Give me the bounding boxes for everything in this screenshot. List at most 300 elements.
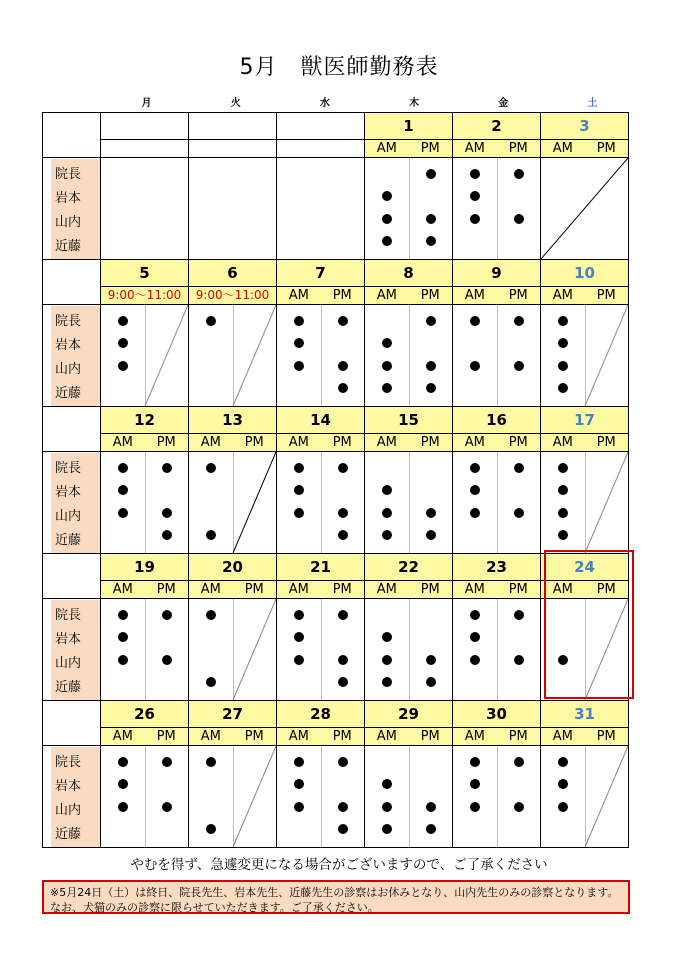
date-number: 5: [139, 264, 150, 282]
date-cell: [541, 701, 629, 728]
date-cell: [101, 260, 189, 287]
doctor-name: 山内: [55, 508, 82, 524]
on-duty-dot: [118, 508, 128, 518]
on-duty-dot: [294, 508, 304, 518]
am-label: AM: [376, 435, 397, 450]
date-cell: [101, 113, 189, 140]
on-duty-dot: [470, 361, 480, 371]
date-number: 30: [486, 705, 507, 723]
session-divider: [409, 305, 410, 406]
date-number: 17: [574, 411, 595, 429]
pm-label: PM: [596, 288, 616, 303]
doctor-name: 山内: [55, 214, 82, 230]
on-duty-dot: [558, 508, 568, 518]
date-cell: [189, 554, 277, 581]
am-label: AM: [552, 582, 573, 597]
session-header: [453, 140, 541, 158]
pm-label: PM: [508, 729, 528, 744]
on-duty-dot: [514, 757, 524, 767]
on-duty-dot: [206, 610, 216, 620]
closed-pm-slash: [541, 305, 628, 406]
on-duty-dot: [426, 361, 436, 371]
session-divider: [497, 158, 498, 259]
doctor-name: 近藤: [55, 826, 82, 842]
am-label: AM: [112, 729, 133, 744]
label-spacer: [43, 554, 101, 599]
date-number: 9: [491, 264, 502, 282]
session-divider: [497, 452, 498, 553]
on-duty-dot: [514, 463, 524, 473]
on-duty-dot: [162, 463, 172, 473]
session-header: [541, 140, 629, 158]
weekday-5: 土: [587, 98, 598, 109]
on-duty-dot: [382, 191, 392, 201]
session-divider: [145, 599, 146, 700]
schedule-cell: [189, 305, 277, 407]
session-divider: [321, 599, 322, 700]
session-header: [101, 434, 189, 452]
date-cell: [541, 113, 629, 140]
am-label: AM: [464, 435, 485, 450]
on-duty-dot: [338, 383, 348, 393]
pm-label: PM: [420, 141, 440, 156]
on-duty-dot: [382, 802, 392, 812]
schedule-cell: [541, 305, 629, 407]
date-cell: [277, 113, 365, 140]
on-duty-dot: [558, 361, 568, 371]
pm-label: PM: [244, 435, 264, 450]
schedule-cell: [101, 452, 189, 554]
session-header: [453, 287, 541, 305]
on-duty-dot: [338, 316, 348, 326]
on-duty-dot: [382, 655, 392, 665]
on-duty-dot: [382, 383, 392, 393]
on-duty-dot: [294, 610, 304, 620]
on-duty-dot: [206, 316, 216, 326]
session-header: [189, 140, 277, 158]
date-cell: [277, 260, 365, 287]
doctor-labels: [43, 305, 101, 407]
on-duty-dot: [470, 191, 480, 201]
session-divider: [409, 452, 410, 553]
on-duty-dot: [470, 610, 480, 620]
date-number: 2: [491, 117, 502, 135]
schedule-cell: [541, 158, 629, 260]
on-duty-dot: [162, 655, 172, 665]
label-spacer: [43, 407, 101, 452]
date-cell: [453, 701, 541, 728]
date-cell: [101, 701, 189, 728]
on-duty-dot: [118, 757, 128, 767]
on-duty-dot: [470, 463, 480, 473]
am-label: AM: [464, 288, 485, 303]
date-cell: [365, 260, 453, 287]
pm-label: PM: [596, 141, 616, 156]
schedule-cell: [189, 452, 277, 554]
pm-label: PM: [156, 729, 176, 744]
date-number: 27: [222, 705, 243, 723]
highlight-day-box: [544, 550, 634, 699]
doctor-labels: [43, 452, 101, 554]
on-duty-dot: [558, 463, 568, 473]
on-duty-dot: [426, 824, 436, 834]
doctor-name: 院長: [55, 607, 82, 623]
date-cell: [541, 260, 629, 287]
doctor-name: 近藤: [55, 532, 82, 548]
session-divider: [321, 746, 322, 847]
pm-label: PM: [156, 435, 176, 450]
on-duty-dot: [294, 632, 304, 642]
on-duty-dot: [338, 757, 348, 767]
schedule-cell: [365, 158, 453, 260]
on-duty-dot: [382, 236, 392, 246]
on-duty-dot: [558, 757, 568, 767]
schedule-cell: [365, 599, 453, 701]
pm-label: PM: [332, 729, 352, 744]
on-duty-dot: [162, 508, 172, 518]
closed-day-slash: [541, 158, 628, 259]
date-number: 22: [398, 558, 419, 576]
on-duty-dot: [382, 824, 392, 834]
on-duty-dot: [294, 338, 304, 348]
on-duty-dot: [470, 757, 480, 767]
date-cell: [189, 701, 277, 728]
am-label: AM: [112, 582, 133, 597]
on-duty-dot: [382, 338, 392, 348]
on-duty-dot: [338, 655, 348, 665]
special-hours: 9:00～11:00: [195, 288, 270, 302]
date-cell: [541, 407, 629, 434]
date-cell: [365, 554, 453, 581]
on-duty-dot: [338, 610, 348, 620]
date-number: 10: [574, 264, 595, 282]
on-duty-dot: [382, 214, 392, 224]
on-duty-dot: [382, 530, 392, 540]
schedule-cell: [277, 158, 365, 260]
date-number: 16: [486, 411, 507, 429]
special-notice-box: [42, 880, 630, 914]
schedule-cell: [541, 746, 629, 848]
am-label: AM: [288, 729, 309, 744]
pm-label: PM: [332, 582, 352, 597]
closed-pm-slash: [101, 305, 188, 406]
on-duty-dot: [118, 610, 128, 620]
date-cell: [101, 407, 189, 434]
schedule-cell: [101, 305, 189, 407]
date-cell: [365, 701, 453, 728]
pm-label: PM: [508, 288, 528, 303]
session-header: [189, 728, 277, 746]
closed-pm-slash: [189, 746, 276, 847]
pm-label: PM: [596, 729, 616, 744]
session-header: [101, 140, 189, 158]
date-cell: [189, 407, 277, 434]
date-cell: [189, 113, 277, 140]
on-duty-dot: [426, 169, 436, 179]
schedule-table: [42, 112, 629, 848]
on-duty-dot: [426, 655, 436, 665]
on-duty-dot: [206, 757, 216, 767]
am-label: AM: [376, 729, 397, 744]
date-number: 3: [579, 117, 590, 135]
date-cell: [101, 554, 189, 581]
doctor-name: 岩本: [55, 190, 82, 206]
doctor-name: 岩本: [55, 778, 82, 794]
on-duty-dot: [382, 485, 392, 495]
schedule-cell: [365, 305, 453, 407]
session-divider: [321, 452, 322, 553]
schedule-cell: [277, 305, 365, 407]
session-header: [541, 434, 629, 452]
session-divider: [145, 452, 146, 553]
on-duty-dot: [426, 530, 436, 540]
date-number: 19: [134, 558, 155, 576]
date-number: 20: [222, 558, 243, 576]
pm-label: PM: [596, 435, 616, 450]
closed-pm-slash: [189, 452, 276, 553]
on-duty-dot: [162, 530, 172, 540]
closed-pm-slash: [541, 746, 628, 847]
closed-pm-slash: [541, 452, 628, 553]
on-duty-dot: [118, 316, 128, 326]
doctor-name: 岩本: [55, 631, 82, 647]
date-number: 23: [486, 558, 507, 576]
on-duty-dot: [338, 530, 348, 540]
session-header: [277, 140, 365, 158]
special-hours: 9:00～11:00: [107, 288, 182, 302]
date-number: 15: [398, 411, 419, 429]
am-label: AM: [552, 141, 573, 156]
date-number: 21: [310, 558, 331, 576]
on-duty-dot: [470, 214, 480, 224]
closed-pm-slash: [189, 599, 276, 700]
schedule-cell: [189, 158, 277, 260]
session-divider: [409, 158, 410, 259]
on-duty-dot: [426, 508, 436, 518]
on-duty-dot: [470, 508, 480, 518]
session-divider: [497, 599, 498, 700]
pm-label: PM: [332, 435, 352, 450]
date-cell: [365, 113, 453, 140]
on-duty-dot: [162, 802, 172, 812]
doctor-labels: [43, 158, 101, 260]
on-duty-dot: [338, 361, 348, 371]
on-duty-dot: [294, 757, 304, 767]
doctor-name: 近藤: [55, 385, 82, 401]
on-duty-dot: [514, 508, 524, 518]
on-duty-dot: [382, 361, 392, 371]
schedule-cell: [277, 452, 365, 554]
schedule-cell: [453, 305, 541, 407]
doctor-name: 山内: [55, 655, 82, 671]
pm-label: PM: [244, 729, 264, 744]
session-header: [453, 434, 541, 452]
schedule-cell: [101, 599, 189, 701]
pm-label: PM: [420, 435, 440, 450]
date-number: 14: [310, 411, 331, 429]
on-duty-dot: [426, 236, 436, 246]
on-duty-dot: [470, 779, 480, 789]
on-duty-dot: [426, 677, 436, 687]
pm-label: PM: [508, 435, 528, 450]
doctor-name: 院長: [55, 460, 82, 476]
date-number: 7: [315, 264, 326, 282]
session-header: [189, 434, 277, 452]
am-label: AM: [464, 729, 485, 744]
schedule-cell: [453, 452, 541, 554]
weekday-4: 金: [498, 98, 509, 109]
date-cell: [453, 554, 541, 581]
on-duty-dot: [206, 463, 216, 473]
session-header: [189, 287, 277, 305]
am-label: AM: [464, 141, 485, 156]
schedule-cell: [101, 158, 189, 260]
session-header: [365, 434, 453, 452]
pm-label: PM: [420, 729, 440, 744]
on-duty-dot: [470, 802, 480, 812]
am-label: AM: [288, 435, 309, 450]
on-duty-dot: [294, 655, 304, 665]
doctor-labels: [43, 746, 101, 848]
doctor-name: 近藤: [55, 679, 82, 695]
on-duty-dot: [118, 779, 128, 789]
label-spacer: [43, 113, 101, 158]
on-duty-dot: [162, 610, 172, 620]
on-duty-dot: [426, 214, 436, 224]
weekday-1: 火: [230, 98, 241, 109]
on-duty-dot: [294, 802, 304, 812]
pm-label: PM: [508, 582, 528, 597]
on-duty-dot: [294, 485, 304, 495]
date-number: 13: [222, 411, 243, 429]
label-spacer: [43, 260, 101, 305]
closed-pm-slash: [189, 305, 276, 406]
on-duty-dot: [294, 463, 304, 473]
doctor-name: 山内: [55, 802, 82, 818]
date-number: 6: [227, 264, 238, 282]
date-number: 29: [398, 705, 419, 723]
on-duty-dot: [426, 316, 436, 326]
schedule-cell: [453, 599, 541, 701]
pm-label: PM: [420, 288, 440, 303]
session-header: [365, 140, 453, 158]
on-duty-dot: [558, 316, 568, 326]
session-header: [453, 581, 541, 599]
am-label: AM: [376, 141, 397, 156]
on-duty-dot: [382, 632, 392, 642]
label-spacer: [43, 701, 101, 746]
session-divider: [497, 305, 498, 406]
on-duty-dot: [118, 632, 128, 642]
session-divider: [409, 746, 410, 847]
doctor-name: 岩本: [55, 337, 82, 353]
schedule-cell: [189, 599, 277, 701]
on-duty-dot: [338, 824, 348, 834]
session-header: [101, 581, 189, 599]
session-header: [277, 728, 365, 746]
schedule-cell: [365, 452, 453, 554]
session-header: [541, 728, 629, 746]
am-label: AM: [552, 729, 573, 744]
session-header: [453, 728, 541, 746]
on-duty-dot: [470, 632, 480, 642]
date-cell: [453, 260, 541, 287]
schedule-cell: [453, 158, 541, 260]
on-duty-dot: [294, 316, 304, 326]
schedule-cell: [277, 746, 365, 848]
am-label: AM: [200, 435, 221, 450]
session-divider: [497, 746, 498, 847]
session-header: [365, 728, 453, 746]
date-cell: [453, 113, 541, 140]
schedule-cell: [277, 599, 365, 701]
date-number: 1: [403, 117, 414, 135]
on-duty-dot: [470, 485, 480, 495]
on-duty-dot: [338, 463, 348, 473]
doctor-name: 岩本: [55, 484, 82, 500]
schedule-cell: [365, 746, 453, 848]
session-divider: [321, 305, 322, 406]
change-notice: やむを得ず、急遽変更になる場合がございますので、ご了承ください: [130, 857, 548, 873]
am-label: AM: [112, 435, 133, 450]
weekday-3: 木: [409, 98, 420, 109]
on-duty-dot: [514, 655, 524, 665]
doctor-name: 院長: [55, 166, 82, 182]
session-header: [365, 581, 453, 599]
date-cell: [453, 407, 541, 434]
on-duty-dot: [338, 508, 348, 518]
on-duty-dot: [426, 802, 436, 812]
schedule-cell: [453, 746, 541, 848]
date-number: 31: [574, 705, 595, 723]
doctor-name: 近藤: [55, 238, 82, 254]
am-label: AM: [376, 582, 397, 597]
pm-label: PM: [420, 582, 440, 597]
on-duty-dot: [294, 361, 304, 371]
on-duty-dot: [514, 214, 524, 224]
doctor-name: 院長: [55, 313, 82, 329]
pm-label: PM: [596, 582, 616, 597]
am-label: AM: [464, 582, 485, 597]
date-number: 12: [134, 411, 155, 429]
am-label: AM: [288, 288, 309, 303]
on-duty-dot: [470, 655, 480, 665]
on-duty-dot: [382, 508, 392, 518]
on-duty-dot: [294, 779, 304, 789]
date-cell: [277, 407, 365, 434]
date-cell: [277, 554, 365, 581]
on-duty-dot: [514, 169, 524, 179]
pm-label: PM: [508, 141, 528, 156]
am-label: AM: [200, 729, 221, 744]
session-header: [277, 434, 365, 452]
on-duty-dot: [470, 169, 480, 179]
on-duty-dot: [426, 383, 436, 393]
date-cell: [365, 407, 453, 434]
on-duty-dot: [338, 677, 348, 687]
doctor-name: 院長: [55, 754, 82, 770]
schedule-cell: [101, 746, 189, 848]
session-header: [277, 581, 365, 599]
am-label: AM: [552, 288, 573, 303]
weekday-0: 月: [141, 98, 152, 109]
session-divider: [409, 599, 410, 700]
on-duty-dot: [470, 316, 480, 326]
date-number: 26: [134, 705, 155, 723]
session-header: [189, 581, 277, 599]
pm-label: PM: [156, 582, 176, 597]
session-header: [365, 287, 453, 305]
